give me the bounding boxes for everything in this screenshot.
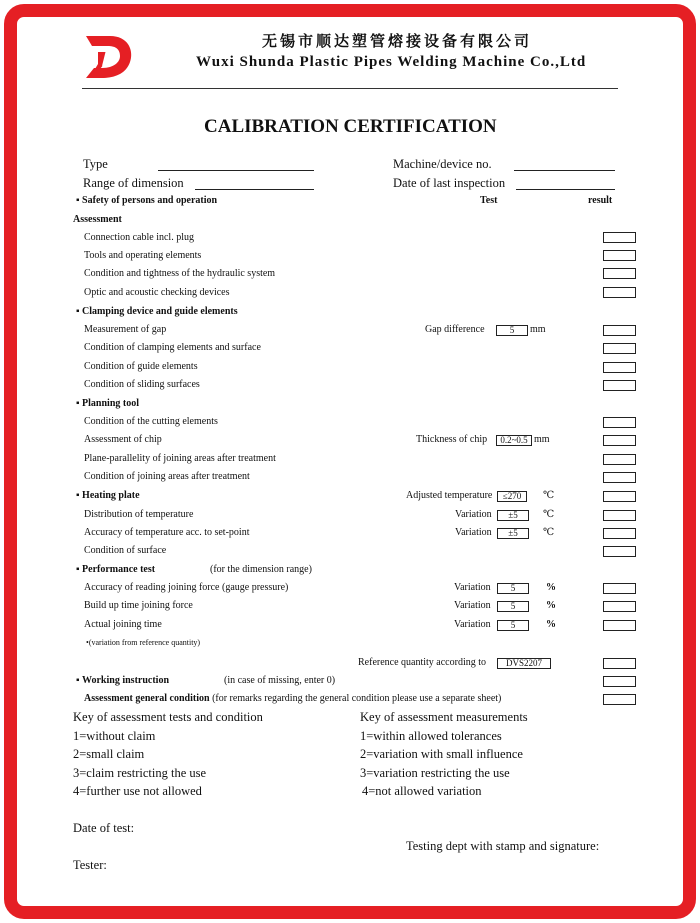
result-box[interactable] bbox=[603, 676, 636, 687]
key-measurement-item: 3=variation restricting the use bbox=[360, 766, 510, 780]
planing-heading: ▪ Planning tool bbox=[76, 398, 140, 409]
result-box[interactable] bbox=[603, 583, 636, 594]
list-item: Accuracy of temperature acc. to set-point bbox=[84, 527, 250, 538]
result-box[interactable] bbox=[603, 250, 636, 261]
key-measurements-heading: Key of assessment measurements bbox=[360, 710, 528, 724]
key-tests-heading: Key of assessment tests and condition bbox=[73, 710, 263, 724]
list-item: Plane-parallelity of joining areas after treatment bbox=[84, 453, 276, 464]
result-box[interactable] bbox=[603, 232, 636, 243]
result-box[interactable] bbox=[603, 454, 636, 465]
result-box[interactable] bbox=[603, 528, 636, 539]
working-heading: ▪ Working instruction bbox=[76, 675, 170, 686]
result-box[interactable] bbox=[603, 417, 636, 428]
type-field[interactable] bbox=[158, 170, 314, 171]
list-item: Accuracy of reading joining force (gauge pressure) bbox=[84, 582, 289, 593]
result-box[interactable] bbox=[603, 435, 636, 446]
company-name-cn: 无锡市顺达塑管熔接设备有限公司 bbox=[262, 32, 533, 50]
range-label: Range of dimension bbox=[83, 176, 184, 190]
variation-label: Variation bbox=[455, 509, 492, 520]
gap-unit: mm bbox=[530, 324, 546, 335]
adjusted-temp-label: Adjusted temperature bbox=[406, 490, 493, 501]
list-item: Condition of surface bbox=[84, 545, 167, 556]
machine-field[interactable] bbox=[514, 170, 615, 171]
performance-note: (for the dimension range) bbox=[210, 564, 312, 575]
chip-unit: mm bbox=[534, 434, 550, 445]
safety-heading: ▪ Safety of persons and operation bbox=[76, 195, 218, 206]
header-divider bbox=[82, 88, 618, 89]
adjusted-temp-box[interactable]: ≤270 bbox=[497, 491, 527, 502]
date-of-test-label: Date of test: bbox=[73, 821, 135, 835]
reference-box[interactable]: DVS2207 bbox=[497, 658, 551, 669]
performance-heading: ▪ Performance test bbox=[76, 564, 156, 575]
key-test-item: 4=further use not allowed bbox=[73, 784, 202, 798]
variation-box[interactable]: ±5 bbox=[497, 528, 529, 539]
list-item: Measurement of gap bbox=[84, 324, 167, 335]
key-measurement-item: 2=variation with small influence bbox=[360, 747, 523, 761]
variation-label: Variation bbox=[455, 527, 492, 538]
general-condition: Assessment general condition (for remarks regarding the general condition please use a separate sheet) bbox=[84, 693, 502, 704]
last-inspection-field[interactable] bbox=[516, 189, 615, 190]
gap-label: Gap difference bbox=[425, 324, 485, 335]
variation-box[interactable]: 5 bbox=[497, 601, 529, 612]
list-item: Condition of sliding surfaces bbox=[84, 379, 200, 390]
heating-heading: ▪ Heating plate bbox=[76, 490, 140, 501]
type-label: Type bbox=[83, 157, 108, 171]
list-item: Actual joining time bbox=[84, 619, 162, 630]
working-note: (in case of missing, enter 0) bbox=[224, 675, 336, 686]
key-measurement-item: 1=within allowed tolerances bbox=[360, 729, 502, 743]
temp-unit: ℃ bbox=[543, 527, 555, 538]
gap-value-box[interactable]: 5 bbox=[496, 325, 528, 336]
result-box[interactable] bbox=[603, 380, 636, 391]
result-column-label: result bbox=[588, 195, 613, 206]
tester-label: Tester: bbox=[73, 858, 107, 872]
result-box[interactable] bbox=[603, 287, 636, 298]
percent-unit: % bbox=[546, 619, 556, 630]
result-box[interactable] bbox=[603, 472, 636, 483]
last-inspection-label: Date of last inspection bbox=[393, 176, 506, 190]
variation-label: Variation bbox=[454, 600, 491, 611]
company-name-en: Wuxi Shunda Plastic Pipes Welding Machine Co.,Ltd bbox=[196, 54, 587, 70]
result-box[interactable] bbox=[603, 491, 636, 502]
result-box[interactable] bbox=[603, 546, 636, 557]
result-box[interactable] bbox=[603, 343, 636, 354]
result-box[interactable] bbox=[603, 658, 636, 669]
list-item: Condition and tightness of the hydraulic system bbox=[84, 268, 276, 279]
variation-label: Variation bbox=[454, 582, 491, 593]
result-box[interactable] bbox=[603, 325, 636, 336]
variation-box[interactable]: 5 bbox=[497, 583, 529, 594]
performance-footnote: •(variation from reference quantity) bbox=[86, 638, 201, 647]
key-measurement-item: 4=not allowed variation bbox=[362, 784, 482, 798]
clamping-heading: ▪ Clamping device and guide elements bbox=[76, 306, 238, 317]
machine-label: Machine/device no. bbox=[393, 157, 492, 171]
result-box[interactable] bbox=[603, 694, 636, 705]
result-box[interactable] bbox=[603, 601, 636, 612]
list-item: Condition of guide elements bbox=[84, 361, 198, 372]
list-item: Assessment of chip bbox=[84, 434, 162, 445]
percent-unit: % bbox=[546, 600, 556, 611]
variation-label: Variation bbox=[454, 619, 491, 630]
list-item: Condition of the cutting elements bbox=[84, 416, 218, 427]
list-item: Build up time joining force bbox=[84, 600, 193, 611]
page-title: CALIBRATION CERTIFICATION bbox=[204, 116, 497, 137]
range-field[interactable] bbox=[195, 189, 314, 190]
result-box[interactable] bbox=[603, 362, 636, 373]
chip-label: Thickness of chip bbox=[416, 434, 488, 445]
temp-unit: ℃ bbox=[543, 490, 555, 501]
result-box[interactable] bbox=[603, 268, 636, 279]
key-test-item: 2=small claim bbox=[73, 747, 145, 761]
test-column-label: Test bbox=[480, 195, 498, 206]
key-test-item: 3=claim restricting the use bbox=[73, 766, 207, 780]
chip-value-box[interactable]: 0.2~0.5 bbox=[496, 435, 532, 446]
company-logo bbox=[84, 30, 134, 80]
list-item: Tools and operating elements bbox=[84, 250, 202, 261]
result-box[interactable] bbox=[603, 620, 636, 631]
list-item: Distribution of temperature bbox=[84, 509, 194, 520]
list-item: Condition of joining areas after treatment bbox=[84, 471, 250, 482]
variation-box[interactable]: 5 bbox=[497, 620, 529, 631]
temp-unit: ℃ bbox=[543, 509, 555, 520]
list-item: Condition of clamping elements and surface bbox=[84, 342, 261, 353]
list-item: Optic and acoustic checking devices bbox=[84, 287, 230, 298]
percent-unit: % bbox=[546, 582, 556, 593]
key-test-item: 1=without claim bbox=[73, 729, 156, 743]
variation-box[interactable]: ±5 bbox=[497, 510, 529, 521]
reference-label: Reference quantity according to bbox=[358, 657, 486, 668]
result-box[interactable] bbox=[603, 510, 636, 521]
list-item: Connection cable incl. plug bbox=[84, 232, 194, 243]
testing-dept-label: Testing dept with stamp and signature: bbox=[406, 839, 600, 853]
assessment-label: Assessment bbox=[73, 214, 122, 225]
